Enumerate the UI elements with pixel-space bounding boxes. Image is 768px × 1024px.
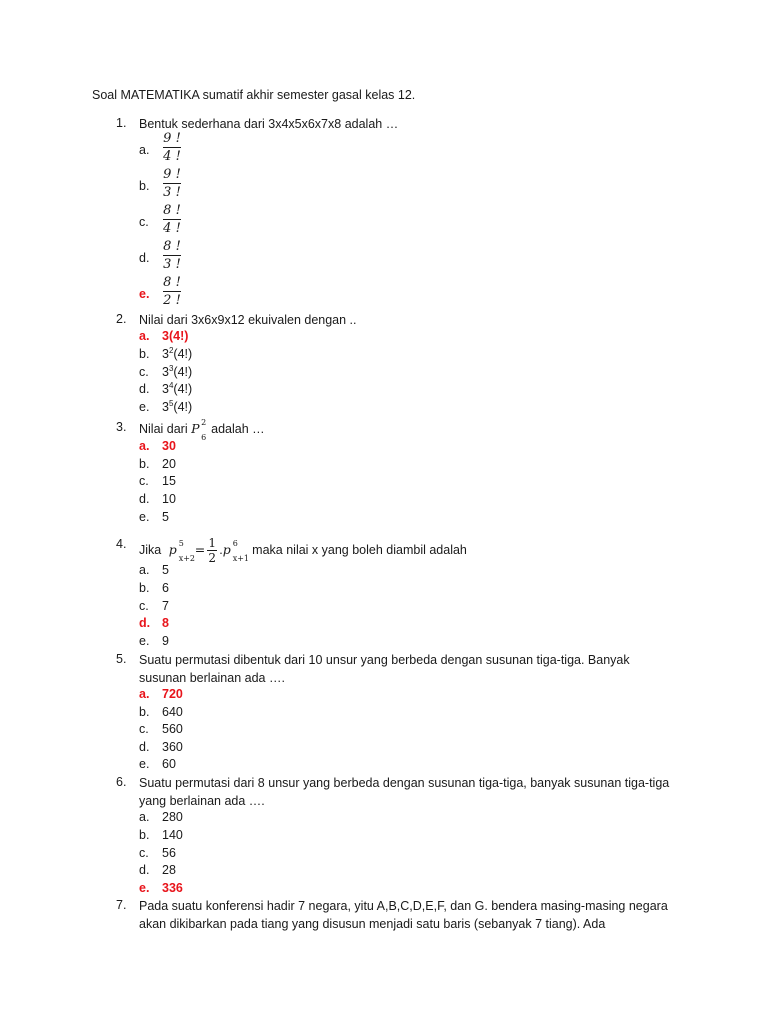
option-value: 640 bbox=[162, 705, 183, 719]
option-value: 5 bbox=[162, 510, 169, 524]
option-letter: a. bbox=[139, 687, 150, 701]
option-value: $3^3(4!)$ bbox=[162, 364, 193, 379]
fraction-numerator: 9 ! bbox=[163, 131, 181, 146]
option-letter: e. bbox=[139, 634, 150, 648]
fraction-numerator: 8 ! bbox=[163, 203, 181, 218]
fraction-1a bbox=[163, 131, 181, 164]
option-letter: e. bbox=[139, 510, 150, 524]
option-letter: c. bbox=[139, 846, 149, 860]
fraction-numerator: 8 ! bbox=[163, 275, 181, 290]
fraction-bar bbox=[163, 183, 181, 184]
fraction-1e bbox=[163, 275, 181, 308]
question-number: 5. bbox=[116, 652, 127, 666]
question-number: 6. bbox=[116, 775, 127, 789]
option-value: 336 bbox=[162, 881, 183, 895]
option-letter: d. bbox=[139, 740, 150, 754]
option-value: 9 bbox=[162, 634, 169, 648]
option-value: 60 bbox=[162, 757, 176, 771]
option-letter: c. bbox=[139, 599, 149, 613]
question-text: Nilai dari P 2 6 adalah … bbox=[139, 418, 265, 442]
permutation-symbol: p 5 x+2 bbox=[168, 538, 196, 563]
fraction-bar bbox=[163, 219, 181, 220]
fraction-numerator: 8 ! bbox=[163, 239, 181, 254]
option-letter: e. bbox=[139, 400, 150, 414]
option-letter: a. bbox=[139, 563, 150, 577]
option-letter: d. bbox=[139, 863, 150, 877]
question-text: Nilai dari 3x6x9x12 ekuivalen dengan .. bbox=[139, 313, 357, 327]
fraction-bar bbox=[163, 147, 181, 148]
option-letter: b. bbox=[139, 705, 150, 719]
option-value: 15 bbox=[162, 474, 176, 488]
option-letter: a. bbox=[139, 810, 150, 824]
option-letter: c. bbox=[139, 215, 149, 229]
option-letter: d. bbox=[139, 616, 151, 630]
option-value: 5 bbox=[162, 563, 169, 577]
option-value: 7 bbox=[162, 599, 169, 613]
option-value: 30 bbox=[162, 439, 176, 453]
option-value: 280 bbox=[162, 810, 183, 824]
option-value: 28 bbox=[162, 863, 176, 877]
option-letter: a. bbox=[139, 329, 150, 343]
question-text: Jika p 5 x+2 = $\frac{1}{2}$ .p 6 x+1 maka nilai x yang boleh diambil adalah bbox=[139, 536, 467, 565]
fraction-1c bbox=[163, 203, 181, 236]
question-text: Pada suatu konferensi hadir 7 negara, yitu A,B,C,D,E,F, dan G. bendera masing-masing negara akan dikibarkan pada tiang yang disusun menjadi satu baris (sebanyak 7 tiang). Ada bbox=[139, 899, 668, 931]
option-letter: b. bbox=[139, 179, 150, 193]
fraction-half: $\frac{1}{2}$ bbox=[208, 536, 217, 565]
option-value: 720 bbox=[162, 687, 183, 701]
option-value: 360 bbox=[162, 740, 183, 754]
option-letter: b. bbox=[139, 581, 150, 595]
fraction-denominator: 4 ! bbox=[163, 221, 181, 236]
option-letter: d. bbox=[139, 492, 150, 506]
option-value: 10 bbox=[162, 492, 176, 506]
option-letter: e. bbox=[139, 757, 150, 771]
question-text: Suatu permutasi dibentuk dari 10 unsur yang berbeda dengan susunan tiga-tiga. Banyak susunan berlainan ada …. bbox=[139, 653, 630, 685]
fraction-1b bbox=[163, 167, 181, 200]
option-value: 56 bbox=[162, 846, 176, 860]
question-text: Suatu permutasi dari 8 unsur yang berbeda dengan susunan tiga-tiga, banyak susunan tiga-tiga yang berlainan ada …. bbox=[139, 776, 670, 808]
option-letter: c. bbox=[139, 722, 149, 736]
option-letter: b. bbox=[139, 457, 150, 471]
option-letter-answer: e. bbox=[139, 287, 150, 301]
option-value: 140 bbox=[162, 828, 183, 842]
question-number: 1. bbox=[116, 116, 127, 130]
fraction-1d bbox=[163, 239, 181, 272]
option-letter: c. bbox=[139, 474, 149, 488]
question-number: 4. bbox=[116, 537, 127, 551]
option-value: 560 bbox=[162, 722, 183, 736]
document-title: Soal MATEMATIKA sumatif akhir semester gasal kelas 12. bbox=[92, 88, 416, 102]
option-value: 6 bbox=[162, 581, 169, 595]
option-value: 20 bbox=[162, 457, 176, 471]
option-letter: a. bbox=[139, 439, 150, 453]
option-value: 8 bbox=[162, 616, 169, 630]
option-letter: e. bbox=[139, 881, 150, 895]
fraction-denominator: 3 ! bbox=[163, 185, 181, 200]
option-value: 3(4!) bbox=[162, 329, 189, 343]
permutation-symbol: P 2 6 bbox=[191, 418, 207, 442]
option-value: $3^5(4!)$ bbox=[162, 399, 193, 414]
option-letter: d. bbox=[139, 382, 150, 396]
fraction-bar bbox=[163, 255, 181, 256]
question-number: 7. bbox=[116, 898, 127, 912]
option-letter: b. bbox=[139, 828, 150, 842]
fraction-bar bbox=[163, 291, 181, 292]
fraction-denominator: 2 ! bbox=[163, 293, 181, 308]
option-letter: b. bbox=[139, 347, 150, 361]
option-letter: d. bbox=[139, 251, 150, 265]
fraction-denominator: 3 ! bbox=[163, 257, 181, 272]
question-number: 2. bbox=[116, 312, 127, 326]
option-letter: c. bbox=[139, 365, 149, 379]
fraction-denominator: 4 ! bbox=[163, 149, 181, 164]
fraction-numerator: 9 ! bbox=[163, 167, 181, 182]
option-value: $3^2(4!)$ bbox=[162, 346, 193, 361]
question-number: 3. bbox=[116, 420, 127, 434]
option-value: $3^4(4!)$ bbox=[162, 381, 193, 396]
question-text: Bentuk sederhana dari 3x4x5x6x7x8 adalah … bbox=[139, 117, 399, 131]
permutation-symbol: p 6 x+1 bbox=[222, 538, 249, 563]
option-letter: a. bbox=[139, 143, 150, 157]
